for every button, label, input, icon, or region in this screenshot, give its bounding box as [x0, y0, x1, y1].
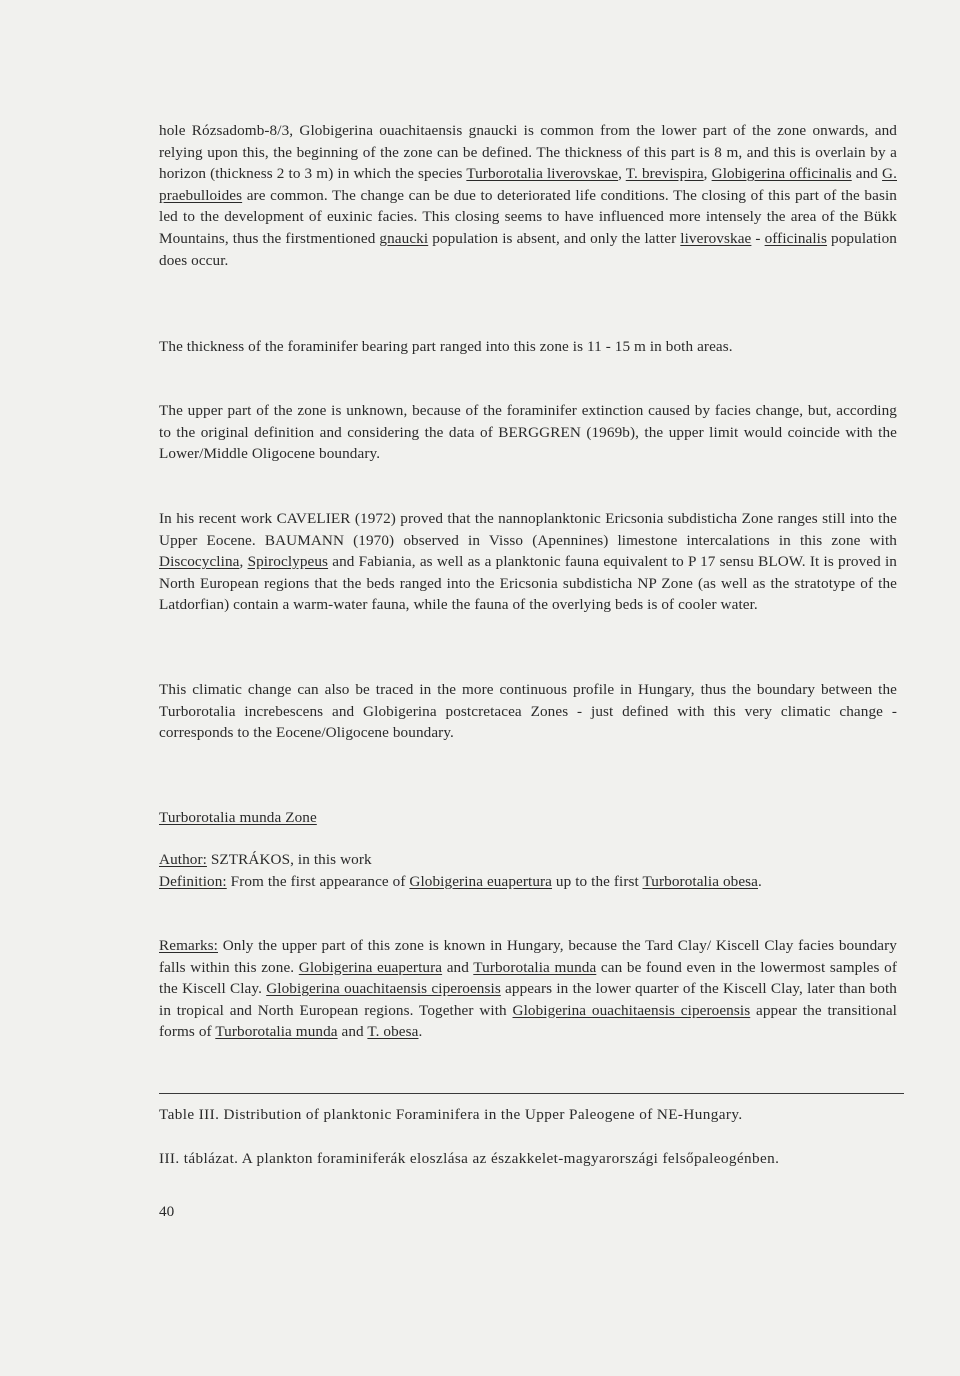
- taxon-name: Globigerina officinalis: [711, 165, 852, 183]
- remarks-block: [159, 935, 897, 1043]
- remarks-label: Remarks:: [159, 937, 219, 954]
- taxon-name: Turborotalia munda: [215, 1023, 338, 1041]
- table-caption-english: [159, 1104, 897, 1126]
- taxon-name: Discocyclina: [159, 553, 240, 571]
- taxon-name: Turborotalia liverovskae: [466, 165, 619, 183]
- taxon-name: T. obesa: [367, 1023, 419, 1041]
- paragraph-text: The thickness of the foraminifer bearing part ranged into this zone is 11 - 15 m in both areas.: [159, 338, 733, 355]
- paragraph-5: [159, 679, 897, 744]
- taxon-name: G. praebulloides: [159, 165, 898, 204]
- taxon-name: Turborotalia munda: [473, 958, 597, 976]
- paragraph-4: [159, 508, 897, 616]
- table-caption-hungarian: [159, 1148, 897, 1170]
- taxon-name: Spiroclypeus: [247, 553, 329, 571]
- paragraph-text: hole Rózsadomb-8/3, Globigerina ouachitaensis gnaucki is common from the lower part of the zone onwards, and relying upon this, the beginning of the zone can be defined. The thickness of this part is 8 m, and this is overlain by a horizon (thickness 2 to 3 m) in which the species Turborotalia liverovskae, T. brevispira, Globigerina officinalis and G. praebulloides are common. The change can be due to deteriorated life conditions. The closing of this part of the basin led to the development of euxinic facies. This closing seems to have influenced more intensely the area of the Bükk Mountains, thus the firstmentioned gnaucki population is absent, and only the latter liverovskae - officinalis population does occur.: [159, 122, 898, 269]
- paragraph-3: [159, 400, 897, 465]
- remarks-text: Remarks: Only the upper part of this zone is known in Hungary, because the Tard Clay/ Kiscell Clay facies boundary falls within this zone. Globigerina euapertura and Turborotalia munda can be found even in the lowermost samples of the Kiscell Clay. Globigerina ouachitaensis ciperoensis appears in the lower quarter of the Kiscell Clay, later than both in tropical and North European regions. Together with Globigerina ouachitaensis ciperoensis appear the transitional forms of Turborotalia munda and T. obesa.: [159, 937, 897, 1041]
- page-number: 40: [159, 1203, 175, 1220]
- author-label: Author:: [159, 851, 207, 868]
- taxon-name: Globigerina ouachitaensis ciperoensis: [512, 1001, 751, 1019]
- paragraph-text: This climatic change can also be traced in the more continuous profile in Hungary, thus the boundary between the Turborotalia increbescens and Globigerina postcretacea Zones - just defined with this very climatic change - corresponds to the Eocene/Oligocene boundary.: [159, 681, 897, 742]
- author-text: SZTRÁKOS, in this work: [206, 851, 372, 868]
- section-heading: [159, 807, 897, 829]
- paragraph-text: In his recent work CAVELIER (1972) proved that the nannoplanktonic Ericsonia subdisticha Zone ranges still into the Upper Eocene. BAUMANN (1970) observed in Visso (Apennines) limestone intercalations in this zone with Discocyclina, Spiroclypeus and Fabiania, as well as a planktonic fauna equivalent to P 17 sensu BLOW. It is proved in North European regions that the beds ranged into the Ericsonia subdisticha NP Zone (as well as the stratotype of the Latdorfian) contain a warm-water fauna, while the fauna of the overlying beds is of cooler water.: [159, 510, 897, 614]
- taxon-name: Globigerina ouachitaensis ciperoensis: [266, 980, 501, 998]
- author-line: [159, 849, 897, 871]
- paragraph-text: The upper part of the zone is unknown, because of the foraminifer extinction caused by facies change, but, according to the original definition and considering the data of BERGGREN (1969b), the upper limit would coincide with the Lower/Middle Oligocene boundary.: [159, 402, 897, 463]
- taxon-name: Globigerina euapertura: [298, 958, 443, 976]
- taxon-name: liverovskae: [680, 229, 752, 247]
- taxon-name: Globigerina euapertura: [409, 873, 553, 890]
- zone-heading: Turborotalia munda Zone: [159, 809, 317, 826]
- taxon-name: gnaucki: [379, 229, 429, 247]
- taxon-name: T. brevispira: [625, 165, 704, 183]
- definition-block: [159, 871, 897, 893]
- paragraph-2: [159, 336, 897, 358]
- paragraph-1: [159, 120, 897, 271]
- caption-text: Table III. Distribution of planktonic Foraminifera in the Upper Paleogene of NE-Hungary.: [159, 1106, 743, 1123]
- definition-text: Definition: From the first appearance of Globigerina euapertura up to the first Turborotalia obesa.: [159, 873, 762, 890]
- taxon-name: officinalis: [764, 229, 828, 247]
- taxon-name: Turborotalia obesa: [642, 873, 759, 890]
- definition-label: Definition:: [159, 873, 227, 890]
- caption-divider: [159, 1093, 904, 1094]
- caption-text: III. táblázat. A plankton foraminiferák eloszlása az északkelet-magyarországi felsőpaleogénben.: [159, 1150, 780, 1167]
